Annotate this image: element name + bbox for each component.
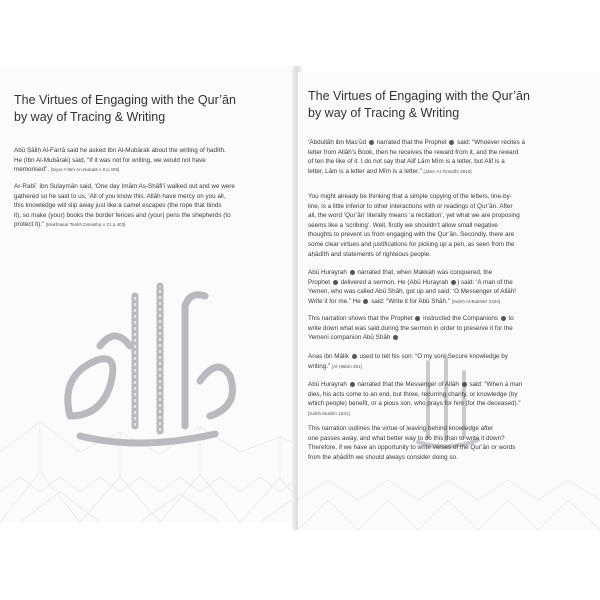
page-title <box>14 92 284 126</box>
paragraph-2: Ar-Rabīʿ ibn Sulaymān said, ‘One day Imām As-Shāfi‘ī walked out and we were gathered so he said to us, ‘All of you know this. Allāh have mercy on you all, this knowledge will slip away just like a camel escapes (the rope that binds it), so make (your) books the border fences and (your) pens the shepherds (to protect it).” [Mukhtasar Tarikh Dimashq v 21 p.403] <box>14 183 235 229</box>
honorific-icon <box>352 354 357 359</box>
honorific-icon <box>415 316 420 321</box>
paragraph-1: ‘Abdullāh ibn Mas’ūd narrated that the Prophet said: “Whoever recites a letter from Allāh’s Book, then he receives the reward from it, and the reward of ten the like of it. I do not say that Alif Lām Mīm is a letter, but Alif is a letter, Lām is a letter and Mīm is a letter.” [Jāmi‘ At-Tirmidhī 2910] <box>308 139 526 175</box>
reference: [Siyar A‘lām An-Nubalā v 8 p.409] <box>50 167 120 173</box>
honorific-icon <box>363 299 368 304</box>
page-title <box>308 88 593 122</box>
title-line-1: The Virtues of Engaging with the Qur’ān <box>308 89 530 103</box>
paragraph-2: You might already be thinking that a simple copying of the letters, line-by- line, is a little inferior to other interactions with or readings of Qur’ān. After all, the word ‘Qur’ān’ literally means ‘a recitation’, yet what we are proposing seems like a ‘scribing’. Well, firstly we shouldn’t allow small negative thoughts to prevent us from engaging with the Qur’ān. Secondly, there are some clear virtues and justifications for picking up a pen, as seen from the aḥādīth and statements of righteous people. <box>308 193 520 258</box>
paragraph-4: This narration shows that the Prophet instructed the Companions to write down what was said during the sermon in order to preserve it for the Yemeni companion Abū Shāh <box>308 315 514 342</box>
honorific-icon <box>449 140 454 145</box>
honorific-icon <box>350 382 355 387</box>
paragraph-1: Abū Ṣāliḥ Al-Farrā said he asked Ibn Al-Mubārak about the writing of ḥadīth. He (Ibn Al-Mubārak) said, “If it was not for writing, we would not have memorised”. [Siyar A‘lām An-Nubalā v 8 p.409] <box>14 147 226 174</box>
honorific-icon <box>462 382 467 387</box>
reference: [Mukhtasar Tarikh Dimashq v 21 p.403] <box>45 222 126 228</box>
title-line-2: by way of Tracing & Writing <box>308 106 460 120</box>
paragraph-7: This narration outlines the virtue of leaving behind knowledge after one passes away, and what better way to do this than to write it down? Therefore, if we have an opportunity to write verses of the Qur’ān or words from the aḥādīth we should always consider doing so. <box>308 425 516 461</box>
honorific-icon <box>451 280 456 285</box>
honorific-icon <box>369 140 374 145</box>
honorific-icon <box>350 270 355 275</box>
calligraphy-left <box>40 266 250 456</box>
honorific-icon <box>333 280 338 285</box>
honorific-icon <box>501 316 506 321</box>
paragraph-5: Anas ibn Mālik used to tell his son: “O my son! Secure knowledge by writing.” [Al-Ḥākim 361] <box>308 353 508 370</box>
left-page <box>0 66 296 522</box>
reference: [Saḥīḥ Al-Bukhārī 2434] <box>451 298 501 304</box>
honorific-icon <box>393 335 398 340</box>
title-line-2: by way of Tracing & Writing <box>14 110 166 124</box>
reference: [Sahih Muslim 1631] <box>308 410 350 416</box>
reference: [Jāmi‘ At-Tirmidhī 2910] <box>423 168 472 174</box>
right-page <box>298 72 600 530</box>
reference: [Al-Ḥākim 361] <box>331 363 362 369</box>
paragraph-3: Abū Hurayrah narrated that, when Makkah was conquered, the Prophet delivered a sermon. He (Abū Hurayrah ) said: ‘A man of the Yemen, who was called Abū Shāh, got up and said: ‘O Messenger of Allāh! Write it for me.” He said: “Write it for Abū Shāh.” [Saḥīḥ Al-Bukhārī 2434] <box>308 269 517 305</box>
title-line-1: The Virtues of Engaging with the Qur’ān <box>14 93 236 107</box>
paragraph-6: Abū Hurayrah narrated that the Messenger of Allāh said: “When a man dies, his acts come to an end, but three, recurring charity, or knowledge (by which people) benefit, or a pious son, who prays for him (for the deceased).” [Sahih Muslim 1631] <box>308 380 596 418</box>
